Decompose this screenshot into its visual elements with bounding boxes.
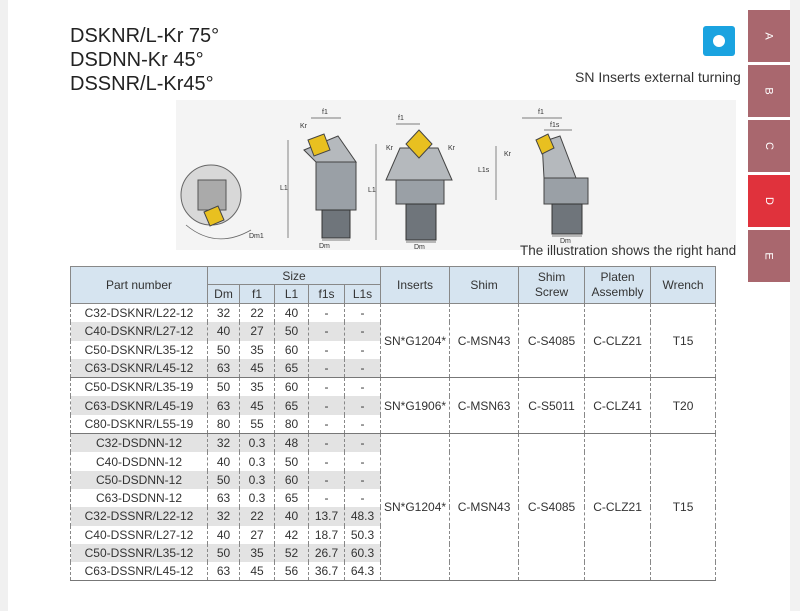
l1-cell: 56	[275, 562, 309, 581]
dim-label: Dm	[414, 244, 425, 250]
l1-cell: 65	[275, 489, 309, 507]
dm-cell: 50	[208, 471, 240, 489]
col-size: Size	[208, 267, 381, 285]
f1s-cell: -	[309, 471, 345, 489]
left-frame	[0, 0, 8, 611]
f1-cell: 45	[240, 359, 275, 378]
l1s-cell: -	[345, 359, 381, 378]
part-number-cell: C50-DSSNR/L35-12	[71, 544, 208, 562]
f1s-cell: 13.7	[309, 507, 345, 525]
drawing-end-view	[181, 165, 264, 240]
f1s-cell: -	[309, 489, 345, 507]
tab-c[interactable]: C	[748, 120, 790, 172]
f1-cell: 55	[240, 415, 275, 434]
section-subtitle: SN Inserts external turning	[575, 69, 741, 85]
l1s-cell: -	[345, 452, 381, 470]
l1-cell: 65	[275, 359, 309, 378]
tab-d[interactable]: D	[748, 175, 790, 227]
inserts-cell: SN*G1204*	[381, 434, 450, 581]
dim-label: L1s	[478, 167, 490, 174]
part-number-cell: C63-DSKNR/L45-19	[71, 396, 208, 414]
f1s-cell: -	[309, 322, 345, 340]
section-badge-icon	[703, 26, 735, 56]
f1-cell: 35	[240, 341, 275, 359]
dm-cell: 63	[208, 489, 240, 507]
dim-label: Dm	[560, 238, 571, 245]
f1s-cell: -	[309, 359, 345, 378]
dm-cell: 32	[208, 304, 240, 323]
tab-e[interactable]: E	[748, 230, 790, 282]
title-dsdnn: DSDNN-Kr 45°	[70, 49, 204, 71]
l1s-cell: 64.3	[345, 562, 381, 581]
l1s-cell: -	[345, 378, 381, 397]
l1s-cell: 60.3	[345, 544, 381, 562]
platen-cell: C-CLZ41	[585, 378, 651, 434]
dm-cell: 32	[208, 507, 240, 525]
dim-label: L1	[368, 187, 376, 194]
drawing-dssnr	[478, 109, 588, 245]
part-number-cell: C50-DSDNN-12	[71, 471, 208, 489]
col-f1s: f1s	[309, 285, 345, 304]
part-number-cell: C50-DSKNR/L35-12	[71, 341, 208, 359]
f1s-cell: -	[309, 378, 345, 397]
col-l1s: L1s	[345, 285, 381, 304]
platen-cell: C-CLZ21	[585, 304, 651, 378]
f1s-cell: 18.7	[309, 526, 345, 544]
dim-label: f1s	[550, 122, 560, 129]
title-block	[70, 24, 219, 96]
dm-cell: 50	[208, 378, 240, 397]
part-number-cell: C50-DSKNR/L35-19	[71, 378, 208, 397]
dim-label: Dm1	[249, 233, 264, 240]
l1s-cell: 48.3	[345, 507, 381, 525]
l1-cell: 40	[275, 304, 309, 323]
l1s-cell: -	[345, 471, 381, 489]
tool-illustration	[176, 100, 736, 250]
inserts-cell: SN*G1204*	[381, 304, 450, 378]
l1-cell: 80	[275, 415, 309, 434]
specification-table	[70, 266, 716, 581]
dm-cell: 40	[208, 526, 240, 544]
dm-cell: 32	[208, 434, 240, 453]
f1s-cell: 26.7	[309, 544, 345, 562]
title-dssnr: DSSNR/L-Kr45°	[70, 73, 214, 95]
l1s-cell: -	[345, 489, 381, 507]
dim-label: f1	[322, 109, 328, 116]
shim-cell: C-MSN43	[450, 304, 519, 378]
table-row	[71, 378, 716, 397]
l1s-cell: -	[345, 341, 381, 359]
l1-cell: 52	[275, 544, 309, 562]
col-dm: Dm	[208, 285, 240, 304]
chapter-tabs	[748, 10, 790, 285]
part-number-cell: C32-DSKNR/L22-12	[71, 304, 208, 323]
col-wrench: Wrench	[651, 267, 716, 304]
l1s-cell: -	[345, 304, 381, 323]
part-number-cell: C40-DSKNR/L27-12	[71, 322, 208, 340]
shim-screw-cell: C-S4085	[519, 304, 585, 378]
drawing-dsdnn	[368, 115, 456, 250]
col-inserts: Inserts	[381, 267, 450, 304]
l1-cell: 65	[275, 396, 309, 414]
f1-cell: 35	[240, 544, 275, 562]
dm-cell: 63	[208, 562, 240, 581]
part-number-cell: C32-DSSNR/L22-12	[71, 507, 208, 525]
wrench-cell: T15	[651, 434, 716, 581]
l1-cell: 50	[275, 322, 309, 340]
l1s-cell: 50.3	[345, 526, 381, 544]
f1-cell: 0.3	[240, 434, 275, 453]
dim-label: Kr	[300, 123, 307, 130]
f1-cell: 27	[240, 322, 275, 340]
l1s-cell: -	[345, 322, 381, 340]
l1s-cell: -	[345, 415, 381, 434]
l1-cell: 40	[275, 507, 309, 525]
part-number-cell: C32-DSDNN-12	[71, 434, 208, 453]
part-number-cell: C63-DSDNN-12	[71, 489, 208, 507]
f1s-cell: -	[309, 304, 345, 323]
dm-cell: 50	[208, 544, 240, 562]
f1s-cell: -	[309, 434, 345, 453]
wrench-cell: T15	[651, 304, 716, 378]
f1s-cell: -	[309, 341, 345, 359]
dm-cell: 63	[208, 359, 240, 378]
shim-screw-cell: C-S5011	[519, 378, 585, 434]
dim-label: Kr	[386, 145, 393, 152]
f1-cell: 0.3	[240, 471, 275, 489]
dm-cell: 40	[208, 452, 240, 470]
dm-cell: 40	[208, 322, 240, 340]
shim-cell: C-MSN43	[450, 434, 519, 581]
tool-drawings	[176, 100, 736, 250]
tab-a[interactable]: A	[748, 10, 790, 62]
col-shim-screw: Shim Screw	[519, 267, 585, 304]
l1s-cell: -	[345, 434, 381, 453]
f1-cell: 35	[240, 378, 275, 397]
dim-label: f1	[398, 115, 404, 122]
f1-cell: 0.3	[240, 452, 275, 470]
dim-label: Kr	[448, 145, 455, 152]
l1-cell: 60	[275, 341, 309, 359]
col-l1: L1	[275, 285, 309, 304]
dm-cell: 63	[208, 396, 240, 414]
f1-cell: 0.3	[240, 489, 275, 507]
dim-label: Kr	[504, 151, 511, 158]
col-platen: Platen Assembly	[585, 267, 651, 304]
right-frame	[790, 0, 800, 611]
col-part-number: Part number	[71, 267, 208, 304]
wrench-cell: T20	[651, 378, 716, 434]
f1-cell: 45	[240, 562, 275, 581]
f1s-cell: 36.7	[309, 562, 345, 581]
illustration-caption: The illustration shows the right hand	[520, 243, 737, 258]
f1s-cell: -	[309, 452, 345, 470]
table-row	[71, 304, 716, 323]
table-row	[71, 434, 716, 453]
tab-b[interactable]: B	[748, 65, 790, 117]
part-number-cell: C63-DSKNR/L45-12	[71, 359, 208, 378]
col-f1: f1	[240, 285, 275, 304]
shim-screw-cell: C-S4085	[519, 434, 585, 581]
f1-cell: 22	[240, 304, 275, 323]
dim-label: L1	[280, 185, 288, 192]
dim-label: f1	[538, 109, 544, 116]
part-number-cell: C40-DSDNN-12	[71, 452, 208, 470]
l1-cell: 42	[275, 526, 309, 544]
title-dsknr: DSKNR/L-Kr 75°	[70, 25, 220, 47]
dm-cell: 50	[208, 341, 240, 359]
f1s-cell: -	[309, 396, 345, 414]
badge-dot-icon	[713, 35, 725, 47]
part-number-cell: C80-DSKNR/L55-19	[71, 415, 208, 434]
inserts-cell: SN*G1906*	[381, 378, 450, 434]
col-shim: Shim	[450, 267, 519, 304]
part-number-cell: C63-DSSNR/L45-12	[71, 562, 208, 581]
platen-cell: C-CLZ21	[585, 434, 651, 581]
l1s-cell: -	[345, 396, 381, 414]
drawing-dsknr	[280, 109, 356, 250]
part-number-cell: C40-DSSNR/L27-12	[71, 526, 208, 544]
f1-cell: 22	[240, 507, 275, 525]
f1-cell: 27	[240, 526, 275, 544]
dm-cell: 80	[208, 415, 240, 434]
l1-cell: 50	[275, 452, 309, 470]
f1-cell: 45	[240, 396, 275, 414]
f1s-cell: -	[309, 415, 345, 434]
shim-cell: C-MSN63	[450, 378, 519, 434]
l1-cell: 48	[275, 434, 309, 453]
dim-label: Dm	[319, 243, 330, 250]
l1-cell: 60	[275, 378, 309, 397]
l1-cell: 60	[275, 471, 309, 489]
